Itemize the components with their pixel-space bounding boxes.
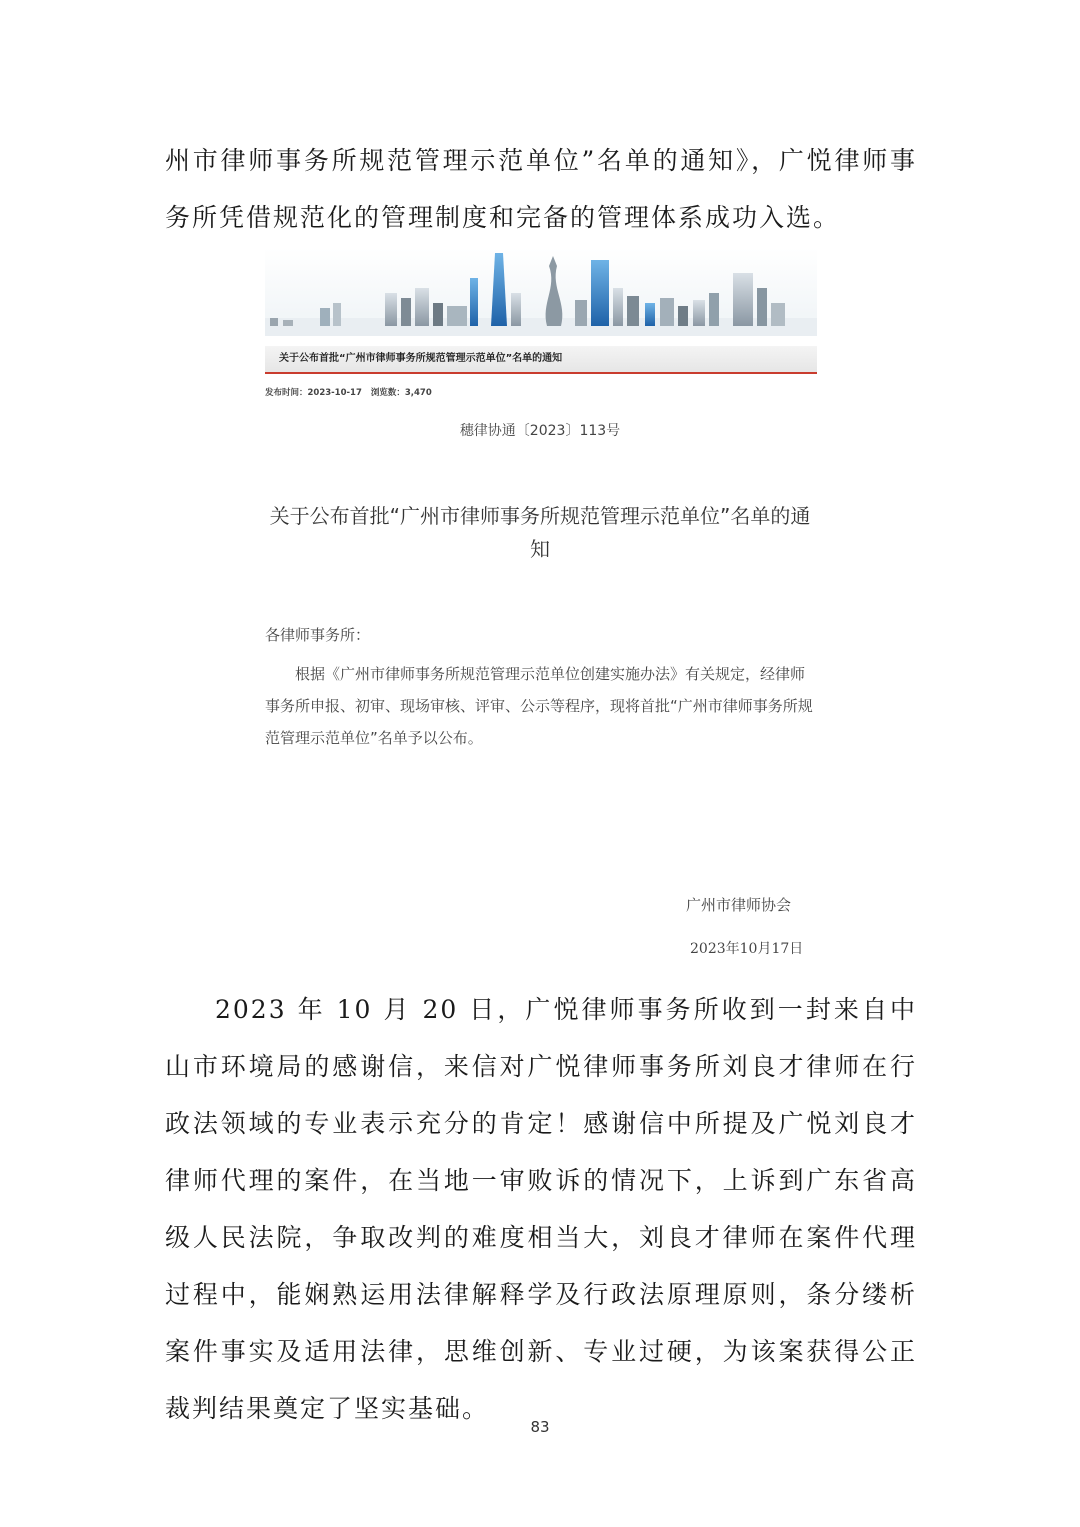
- city-skyline-banner: [265, 248, 817, 336]
- notice-body: 根据《广州市律师事务所规范管理示范单位创建实施办法》有关规定，经律师事务所申报、初审、现场审核、评审、公示等程序，现将首批“广州市律师事务所规范管理示范单位”名单予以公布。: [265, 665, 813, 747]
- embedded-notice-screenshot: [262, 248, 818, 768]
- notice-title-bar: 关于公布首批“广州市律师事务所规范管理示范单位”名单的通知: [265, 346, 817, 374]
- publish-time: 发布时间：2023-10-17: [265, 388, 362, 398]
- main-paragraph: 2023 年 10 月 20 日，广悦律师事务所收到一封来自中山市环境局的感谢信，来信对广悦律师事务所刘良才律师在行政法领域的专业表示充分的肯定！感谢信中所提及广悦刘良才律师代理的案件，在当地一审败诉的情况下，上诉到广东省高级人民法院，争取改判的难度相当大，刘良才律师在案件代理过程中，能娴熟运用法律解释学及行政法原理原则，条分缕析案件事实及适用法律，思维创新、专业过硬，为该案获得公正裁判结果奠定了坚实基础。: [165, 995, 917, 1423]
- page-number: 83: [530, 1418, 550, 1436]
- notice-meta: [265, 386, 438, 398]
- issuer-name: 广州市律师协会: [686, 896, 792, 914]
- issue-date: 2023年10月17日: [690, 941, 804, 957]
- document-number: 穗律协通〔2023〕113号: [459, 423, 621, 439]
- skyline-illustration: [265, 248, 817, 336]
- notice-heading: 关于公布首批“广州市律师事务所规范管理示范单位”名单的通知: [269, 504, 811, 561]
- view-count: 浏览数：3,470: [370, 388, 432, 398]
- salutation: 各律师事务所：: [265, 626, 371, 644]
- intro-paragraph: 州市律师事务所规范管理示范单位”名单的通知》，广悦律师事务所凭借规范化的管理制度和完备的管理体系成功入选。: [165, 146, 917, 232]
